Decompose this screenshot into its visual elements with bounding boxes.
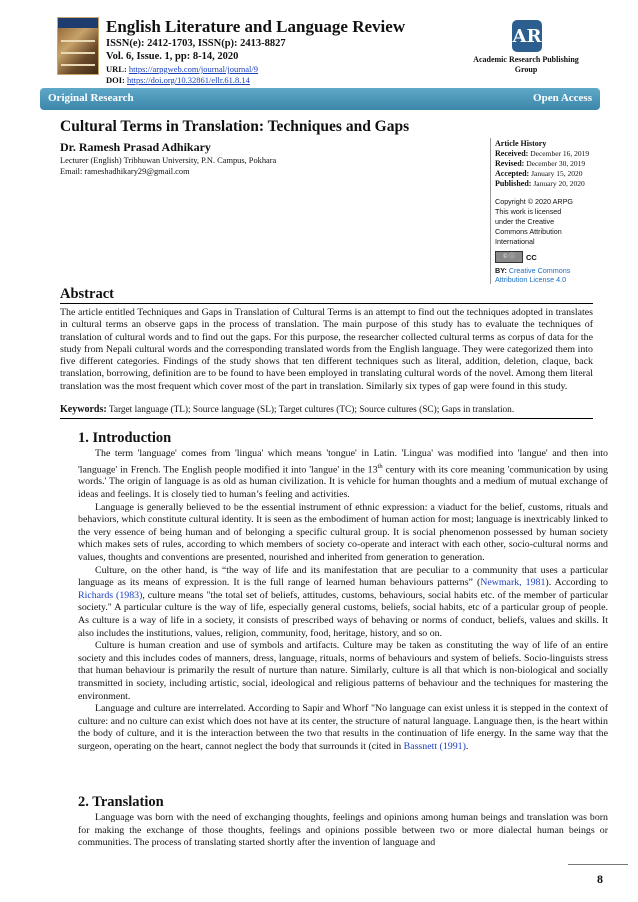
abstract-rule xyxy=(60,303,593,304)
abstract-text: The article entitled Techniques and Gaps in Translation of Cultural Terms is an attempt to find out the techniques adopted in translates in cultural terms an observe gaps in the process of translation. The main purpose of this study has to evaluate the techniques of translation of cultural words and to find out the gaps. For this purpose, the researcher collected cultural terms as corpus of data for the study from Nepali cultural words and the corresponding translated words from the English language. They were categorized them into five different categories. Findings of the study shows that ten different techniques such as literal, addition, deletion, claque, back translation, borrowing, definition are to be found to have been employed in translating cultural words of the novel. Among them literal translation was the most frequent which cover most of the part in translation. Similarly six types of gap were found in this study. xyxy=(60,307,593,392)
history-title: Article History xyxy=(495,139,547,148)
history-received: Received: December 16, 2019 xyxy=(495,149,590,158)
doi-line xyxy=(106,75,250,85)
license-text: Copyright © 2020 ARPG This work is licensed under the Creative Commons Attribution International xyxy=(495,197,574,246)
page-number: 8 xyxy=(597,872,603,886)
author-affiliation: Lecturer (English) Tribhuwan University, P.N. Campus, Pokhara xyxy=(60,156,277,165)
article-history-box xyxy=(490,138,613,284)
license-link-cont[interactable]: Attribution License 4.0 xyxy=(495,275,567,284)
journal-url-link[interactable]: https://arpgweb.com/journal/journal/9 xyxy=(128,64,259,74)
section-translation-heading: 2. Translation xyxy=(78,794,164,810)
doi-label: DOI: xyxy=(106,75,125,85)
citation-bassnett[interactable]: Bassnett (1991) xyxy=(403,740,466,752)
abstract-heading: Abstract xyxy=(60,286,114,302)
section-introduction-heading: 1. Introduction xyxy=(78,430,172,446)
journal-cover-image xyxy=(57,17,99,75)
keywords: Keywords: Target language (TL); Source language (SL); Target cultures (TC); Source cultures (SC); Gaps in translation. xyxy=(60,404,515,415)
author-email: Email: rameshadhikary29@gmail.com xyxy=(60,167,190,176)
volume-info: Vol. 6, Issue. 1, pp: 8-14, 2020 xyxy=(106,51,239,62)
keywords-rule xyxy=(60,418,593,419)
translation-paragraph-1: Language was born with the need of exchanging thoughts, feelings and opinions among human beings and translation was born for making the exchange of those thoughts, feelings and opinions possible between two or more dialectal human beings or communities. The process of translating started shortly after the invention of language and xyxy=(78,812,608,849)
intro-paragraph-5: Language and culture are interrelated. According to Sapir and Whorf "No language can exist unless it is stepped in the context of culture: and no culture can exist which does not have at its center, the structure of natural language. Language then, is the heart within the body of culture, and it is the interaction between the two that results in the continuation of life energy. In the same way that the surgeon, operating on the heart, cannot neglect the body that surrounds it (cited in Bassnett (1991). xyxy=(78,703,608,752)
publisher-logo: AR xyxy=(512,20,542,52)
journal-title: English Literature and Language Review xyxy=(106,17,406,36)
license-link[interactable]: BY: Creative Commons xyxy=(495,266,571,275)
article-title: Cultural Terms in Translation: Techniques and Gaps xyxy=(60,118,410,135)
history-published: Published: January 20, 2020 xyxy=(495,179,585,188)
citation-newmark[interactable]: Newmark, 1981 xyxy=(480,577,546,589)
translation-body xyxy=(78,812,608,850)
cc-label: CC xyxy=(526,252,537,262)
issn: ISSN(e): 2412-1703, ISSN(p): 2413-8827 xyxy=(106,38,286,49)
banner-original-research: Original Research xyxy=(48,92,134,104)
doi-link[interactable]: https://doi.org/10.32861/ellr.61.8.14 xyxy=(127,75,250,85)
publisher-name: Academic Research Publishing Group xyxy=(473,55,579,74)
intro-paragraph-4: Culture is human creation and use of symbols and artifacts. Culture may be taken as constituting the way of life of an entire society and this includes codes of manners, dress, language, rituals, norms of behaviours and system of beliefs. Socio-linguists stress that human behaviour is primarily the result of nurture than nature. Similarly, culture is all that which is non-biological and socially transmitted in society, including artistic, social, ideological and religious patterns of behaviour and the techniques for mastering the environment. xyxy=(78,640,608,702)
banner-open-access: Open Access xyxy=(533,92,592,104)
url-label: URL: xyxy=(106,64,127,74)
history-accepted: Accepted: January 15, 2020 xyxy=(495,169,583,178)
cc-by-icon[interactable]: © ⓘ xyxy=(495,251,523,263)
citation-richards[interactable]: Richards (1983) xyxy=(78,589,143,601)
footer-rule xyxy=(568,864,628,865)
introduction-body xyxy=(78,448,608,754)
url-line xyxy=(106,64,258,74)
history-revised: Revised: December 30, 2019 xyxy=(495,159,586,168)
author-name: Dr. Ramesh Prasad Adhikary xyxy=(60,140,211,154)
article-type-banner xyxy=(40,88,600,110)
intro-paragraph-1: The term 'language' comes from 'lingua' which means 'tongue' in Latin. 'Lingua' was modified into 'langue' and then into 'language' in French. The English people modified it into 'langue' in the 13th century with its core meaning 'communication by using words.' The origin of language is as old as human civilization. It is vehicle for human thoughts and a medium of mutual exchange of ideas and feelings. It is closely tied to human’s feeling and activities. xyxy=(78,448,608,501)
intro-paragraph-2: Language is generally believed to be the essential instrument of ethnic expression: a viaduct for the belief, customs, rituals and behaviors, which constitute cultural identity. It is seen as the embodiment of human action for most; language is inextricably linked to the very essence of being human and of belonging a specific cultural group. It is social phenomenon possessed by human society which makes sets of rules, according to which members of society co-operate and interact with each other, socio-cultural norms and values, thoughts and conventions are presented, nourished and inherited from generation to generation. xyxy=(78,501,608,564)
intro-paragraph-3: Culture, on the other hand, is “the way of life and its manifestation that are peculiar to a community that uses a particular language as its means of expression. It is the full range of learned human behaviours patterns” (Newmark, 1981). According to Richards (1983), culture means "the total set of beliefs, attitudes, customs, behaviours, social habits etc. of the member of particular society." A particular culture is the way of life, especially general customs, beliefs, social habits, etc of a particular group of people. As culture is a way of life in a society, it consists of prescribed ways of behaving or norms of conduct, beliefs, values and skills. It also includes the institutions, values, religion, community, food, heritage, history, and so on. xyxy=(78,564,608,639)
cc-license-row xyxy=(495,248,613,266)
